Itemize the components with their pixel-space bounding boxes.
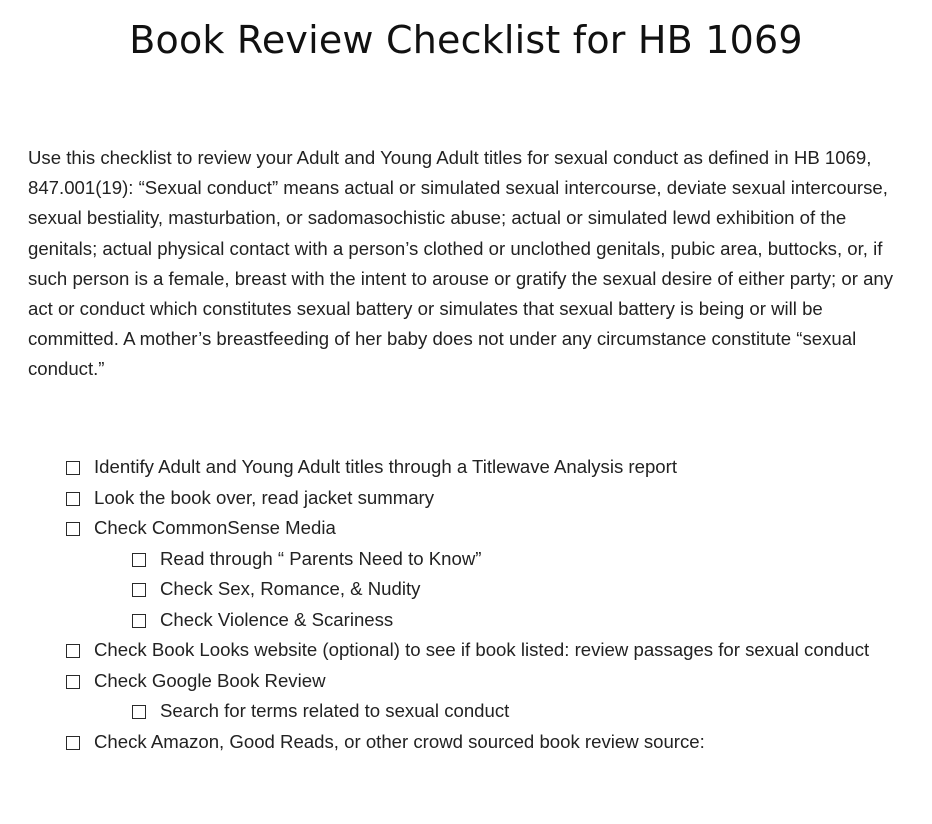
checklist-item-label: Look the book over, read jacket summary	[94, 486, 435, 508]
checkbox[interactable]	[132, 614, 146, 628]
checklist-subitem-violence-scariness[interactable]	[0, 605, 876, 636]
checkbox[interactable]	[132, 583, 146, 597]
checkbox[interactable]	[66, 522, 80, 536]
checkbox[interactable]	[66, 736, 80, 750]
checklist-item-crowd-sourced-reviews[interactable]	[0, 727, 876, 758]
checkbox[interactable]	[66, 492, 80, 506]
checklist-item-label: Check Amazon, Good Reads, or other crowd sourced book review source:	[94, 730, 705, 752]
checklist-item-look-over[interactable]	[0, 483, 876, 514]
checklist-item-label: Check Violence & Scariness	[160, 608, 394, 630]
page-title: Book Review Checklist for HB 1069	[129, 18, 803, 62]
checklist-item-google-book-review[interactable]	[0, 666, 876, 697]
checklist	[0, 452, 932, 757]
checklist-item-label: Check CommonSense Media	[94, 517, 336, 538]
checklist-item-commonsense[interactable]	[0, 513, 876, 544]
intro-paragraph: Use this checklist to review your Adult and Young Adult titles for sexual conduct as defined in HB 1069, 847.001(19): “Sexual conduct” means actual or simulated sexual intercourse, deviate sexual intercourse, sexual bestiality, masturbation, or sadomasochistic abuse; actual or simulated lewd exhibition of the genitals; actual physical contact with a person’s clothed or unclothed genitals, pubic area, buttocks, or, if such person is a female, breast with the intent to arouse or gratify the sexual desire of either party; or any act or conduct which constitutes sexual battery or simulates that sexual battery is being or will be committed. A mother’s breastfeeding of her baby does not under any circumstance constitute “sexual conduct.”	[28, 147, 894, 380]
checkbox[interactable]	[66, 644, 80, 658]
checkbox[interactable]	[132, 705, 146, 719]
checklist-item-label: Search for terms related to sexual conduct	[160, 700, 510, 721]
checklist-item-label: Identify Adult and Young Adult titles through a Titlewave Analysis report	[94, 456, 677, 477]
checklist-item-label: Read through “ Parents Need to Know”	[160, 547, 482, 569]
checklist-item-book-looks[interactable]	[0, 635, 876, 666]
checklist-item-label: Check Book Looks website (optional) to see if book listed: review passages for sexual conduct	[94, 639, 870, 660]
checklist-item-label: Check Sex, Romance, & Nudity	[160, 578, 421, 599]
checklist-subitem-parents-need-to-know[interactable]	[0, 544, 876, 575]
checkbox[interactable]	[132, 553, 146, 567]
checkbox[interactable]	[66, 461, 80, 475]
checklist-subitem-search-terms[interactable]	[0, 696, 876, 727]
checklist-subitem-sex-romance-nudity[interactable]	[0, 574, 876, 605]
checkbox[interactable]	[66, 675, 80, 689]
checklist-item-titlewave[interactable]	[0, 452, 876, 483]
checklist-item-label: Check Google Book Review	[94, 669, 326, 691]
